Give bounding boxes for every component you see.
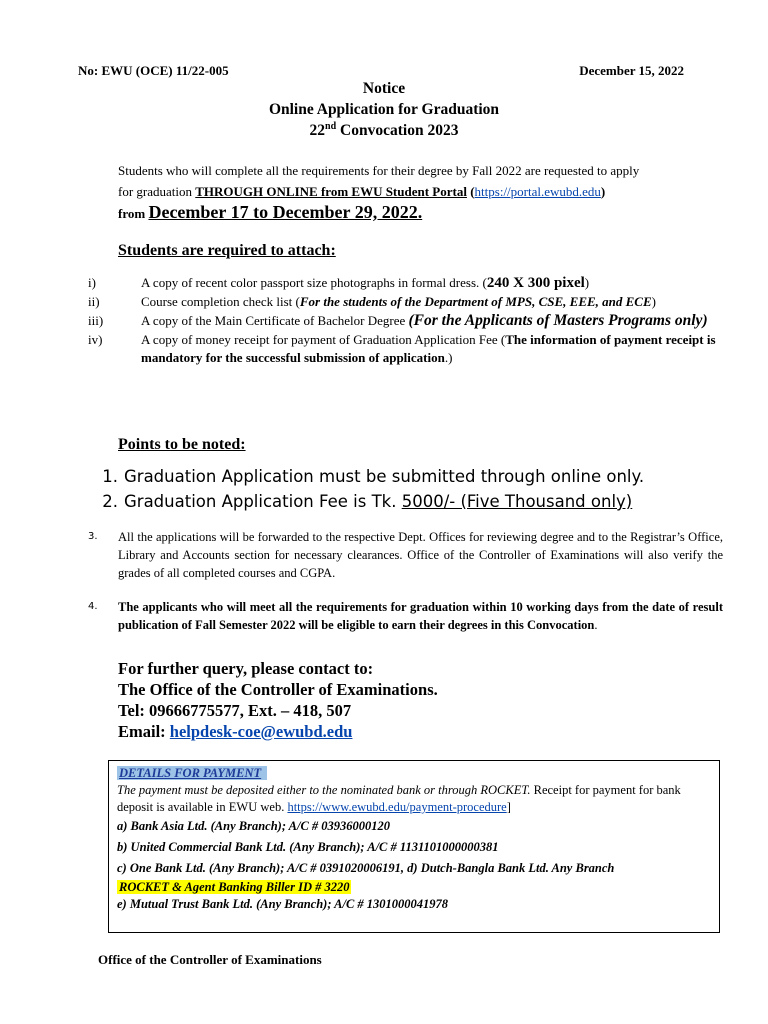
item-number: iii) xyxy=(88,313,104,328)
email-link[interactable]: helpdesk-coe@ewubd.edu xyxy=(169,722,353,741)
payment-note-close: ] xyxy=(506,800,511,814)
payment-heading: DETAILS FOR PAYMENT xyxy=(117,766,267,780)
from-label: from xyxy=(118,206,149,221)
attach-item-4 xyxy=(88,331,718,367)
fee-amount: 5000/- (Five Thousand only) xyxy=(401,492,633,511)
intro-line-1: Students who will complete all the requirements for their degree by Fall 2022 are requested to apply xyxy=(118,163,640,178)
contact-phone: Tel: 09666775577, Ext. – 418, 507 xyxy=(118,701,352,720)
item-emphasis: (For the Applicants of Masters Programs only) xyxy=(408,312,708,329)
item-number: iv) xyxy=(88,332,103,347)
title-notice: Notice xyxy=(362,80,406,97)
rocket-biller-id: ROCKET & Agent Banking Biller ID # 3220 xyxy=(119,880,350,894)
convocation-suffix: nd xyxy=(325,121,337,132)
point-number: 4. xyxy=(88,601,98,612)
item-text: A copy of recent color passport size photographs in formal dress. ( xyxy=(141,275,487,290)
contact-email-row xyxy=(118,721,438,742)
eligibility-text: The applicants who will meet all the requirements for graduation within 10 working days from the date of result publication of Fall Semester 2022 will be eligible to earn their degrees in this Convocation xyxy=(118,600,723,632)
point-3 xyxy=(88,528,723,582)
attach-item-2 xyxy=(88,293,718,311)
attach-item-3 xyxy=(88,312,718,330)
notice-date: December 15, 2022 xyxy=(579,63,684,78)
point-text: All the applications will be forwarded to the respective Dept. Offices for reviewing degree and to the Registrar’s Office, Library and Accounts section for necessary clearances. Office of the Controller of Examinations will also verify the grades of all completed courses and CGPA. xyxy=(118,530,723,580)
item-end: ) xyxy=(584,275,590,290)
application-window xyxy=(118,202,422,223)
payment-note-text: Receipt for payment for bank deposit is available in EWU web. xyxy=(117,783,681,814)
payment-note-italic: The payment must be deposited either to the nominated bank or through ROCKET. xyxy=(117,783,531,797)
bank-mtb: e) Mutual Trust Bank Ltd. (Any Branch); A/C # 1301000041978 xyxy=(117,897,449,911)
bank-asia: a) Bank Asia Ltd. (Any Branch); A/C # 03936000120 xyxy=(117,819,391,833)
points-heading: Points to be noted: xyxy=(118,436,246,453)
item-text: Course completion check list ( xyxy=(141,294,300,309)
attach-list xyxy=(88,274,718,368)
payment-note xyxy=(117,782,719,816)
contact-heading: For further query, please contact to: xyxy=(118,659,374,678)
item-number: ii) xyxy=(88,294,100,309)
point-text: Graduation Application must be submitted through online only. xyxy=(124,467,645,486)
point-number: 1. xyxy=(102,467,118,486)
application-dates: December 17 to December 29, 2022. xyxy=(148,202,423,222)
reference-number: No: EWU (OCE) 11/22-005 xyxy=(78,63,229,78)
notice-header xyxy=(78,63,684,79)
title-convocation xyxy=(0,121,768,140)
contact-office: The Office of the Controller of Examinations. xyxy=(118,680,438,699)
intro-online-emphasis: THROUGH ONLINE from EWU Student Portal xyxy=(195,184,467,199)
intro-line-2 xyxy=(118,181,723,202)
bank-ucb: b) United Commercial Bank Ltd. (Any Branch); A/C # 1131101000000381 xyxy=(117,840,499,854)
intro-paren-open: ( xyxy=(466,184,475,199)
item-text: A copy of money receipt for payment of Graduation Application Fee ( xyxy=(141,332,506,347)
item-end: .) xyxy=(444,350,453,365)
intro-text: for graduation xyxy=(118,184,196,199)
student-portal-link[interactable]: https://portal.ewubd.edu xyxy=(474,184,601,199)
email-label: Email: xyxy=(118,722,170,741)
contact-block xyxy=(118,658,438,742)
bank-one-dbbl: c) One Bank Ltd. (Any Branch); A/C # 0391020006191, d) Dutch-Bangla Bank Ltd. Any Branch xyxy=(117,861,615,875)
eligibility-end: . xyxy=(594,618,598,632)
point-4 xyxy=(88,598,723,634)
payment-procedure-link[interactable]: https://www.ewubd.edu/payment-procedure xyxy=(287,800,507,814)
signature-office: Office of the Controller of Examinations xyxy=(98,952,322,967)
point-number: 2. xyxy=(102,492,118,511)
point-text xyxy=(118,598,723,634)
attach-heading: Students are required to attach: xyxy=(118,242,336,259)
point-2 xyxy=(90,489,710,514)
title-online-application: Online Application for Graduation xyxy=(268,101,500,118)
intro-paren-close: ) xyxy=(600,184,606,199)
item-emphasis: 240 X 300 pixel xyxy=(486,275,585,291)
attach-item-1 xyxy=(88,274,718,292)
item-end: ) xyxy=(651,294,656,309)
item-number: i) xyxy=(88,275,96,290)
convocation-number: 22 xyxy=(309,122,326,140)
point-number: 3. xyxy=(88,531,98,542)
convocation-rest: Convocation 2023 xyxy=(336,122,459,140)
payment-details-box xyxy=(108,760,720,933)
item-emphasis: For the students of the Department of MPS, CSE, EEE, and ECE xyxy=(299,294,652,309)
point-1 xyxy=(90,464,710,489)
item-text: A copy of the Main Certificate of Bachelor Degree xyxy=(141,313,409,328)
key-points xyxy=(90,464,710,514)
point-text: Graduation Application Fee is Tk. xyxy=(124,492,402,511)
item-emphasis: The information of payment receipt is mandatory for the successful submission of application xyxy=(141,332,716,365)
intro-paragraph xyxy=(118,160,723,202)
